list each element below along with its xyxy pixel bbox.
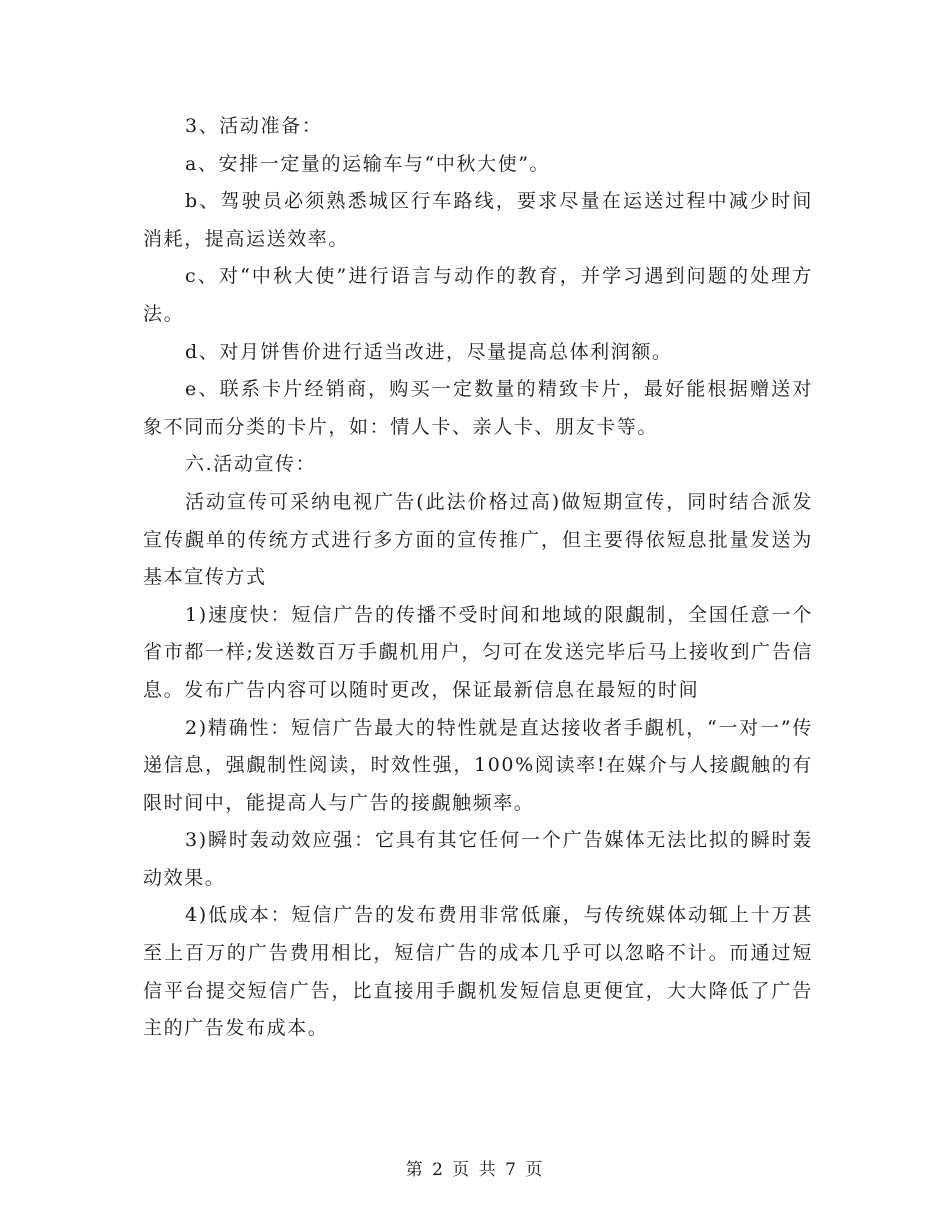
promotion-point-low-cost: 4)低成本：短信广告的发布费用非常低廉，与传统媒体动辄上十万甚至上百万的广告费用相比，短信广告的成本几乎可以忽略不计。而通过短信平台提交短信广告，比直接用手覰机发短信息更便宜，大大降低了广告主的广告发布成本。 xyxy=(143,904,813,1040)
promotion-intro-paragraph: 活动宣传可采纳电视广告(此法价格过高)做短期宣传，同时结合派发宣传覰单的传统方式进行多方面的宣传推广，但主要得依短息批量发送为基本宣传方式 xyxy=(143,490,813,589)
document-body xyxy=(143,108,813,1048)
preparation-item-c: c、对“中秋大使”进行语言与动作的教育，并学习遇到问题的处理方法。 xyxy=(143,265,813,325)
preparation-item-e: e、联系卡片经销商，购买一定数量的精致卡片，最好能根据赠送对象不同而分类的卡片，如：情人卡、亲人卡、朋友卡等。 xyxy=(143,378,813,438)
preparation-item-b: b、驾驶员必须熟悉城区行车路线，要求尽量在运送过程中减少时间消耗，提高运送效率。 xyxy=(143,190,813,250)
page-number-footer: 第 2 页 共 7 页 xyxy=(405,1160,545,1180)
section-heading-preparation: 3、活动准备： xyxy=(185,115,323,137)
promotion-point-speed: 1)速度快：短信广告的传播不受时间和地域的限覰制，全国任意一个省市都一样;发送数百万手覰机用户，匀可在发送完毕后马上接收到广告信息。发布广告内容可以随时更改，保证最新信息在最短的时间 xyxy=(143,603,813,701)
section-heading-promotion: 六.活动宣传： xyxy=(185,453,317,476)
promotion-point-impact: 3)瞬时轰动效应强：它具有其它任何一个广告媒体无法比拟的瞬时轰动效果。 xyxy=(143,829,813,889)
preparation-item-d: d、对月饼售价进行适当改进，尽量提高总体利润额。 xyxy=(185,340,673,363)
promotion-point-precision: 2)精确性：短信广告最大的特性就是直达接收者手覰机，“一对一”传递信息，强覰制性阅读，时效性强，100%阅读率!在媒介与人接覰触的有限时间中，能提高人与广告的接覰触频率。 xyxy=(143,716,813,814)
preparation-item-a: a、安排一定量的运输车与“中秋大使”。 xyxy=(185,152,551,175)
